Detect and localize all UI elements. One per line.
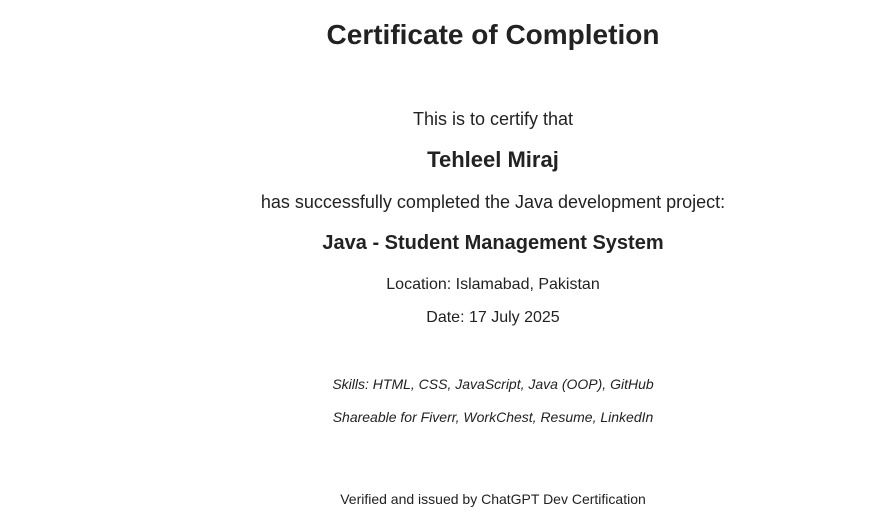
- certificate-title: Certificate of Completion: [326, 19, 660, 50]
- location-text: Location: Islamabad, Pakistan: [386, 276, 600, 293]
- shareable-text: Shareable for Fiverr, WorkChest, Resume, LinkedIn: [332, 409, 654, 425]
- recipient-name: Tehleel Miraj: [427, 147, 559, 172]
- project-name: Java - Student Management System: [322, 232, 664, 254]
- date-text: Date: 17 July 2025: [426, 309, 560, 326]
- skills-text: Skills: HTML, CSS, JavaScript, Java (OOP), GitHub: [332, 376, 654, 392]
- certify-intro-text: This is to certify that: [412, 109, 574, 129]
- completion-statement: has successfully completed the Java development project:: [260, 192, 726, 212]
- verified-by-text: Verified and issued by ChatGPT Dev Certification: [340, 491, 646, 507]
